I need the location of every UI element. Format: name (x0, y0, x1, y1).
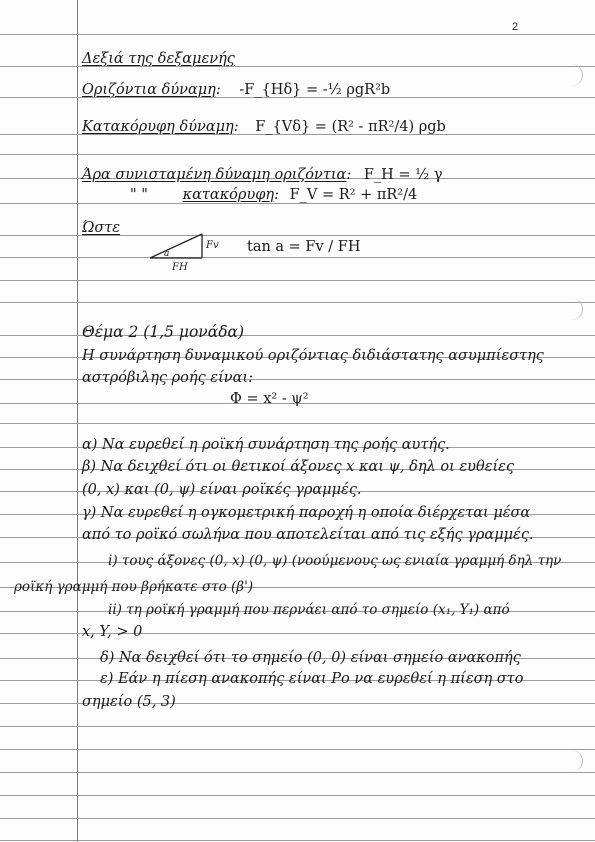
item-c-ii-line-2: x, Y, > 0 (82, 624, 143, 640)
resultant-horizontal-label: Άρα συνισταμένη δύναμη οριζόντια (82, 167, 347, 183)
potential-equation: Φ = x² - ψ² (230, 391, 309, 407)
page-number: 2 (512, 21, 519, 33)
triangle-hypotenuse (150, 234, 202, 258)
ruled-line (0, 818, 595, 819)
ruled-line (0, 795, 595, 796)
ruled-line (0, 749, 595, 750)
horizontal-force-label: Οριζόντια δύναμη (82, 82, 216, 98)
section-heading: Δεξιά της δεξαμενής (82, 51, 235, 67)
item-d: δ) Να δειχθεί ότι το σημείο (0, 0) είναι σημείο ανακοπής (100, 650, 521, 666)
ruled-line (0, 840, 595, 841)
ruled-line (0, 257, 595, 258)
ruled-line (0, 154, 595, 155)
margin-line (77, 0, 78, 842)
ruled-line (0, 726, 595, 727)
therefore-label: Ώστε (82, 220, 121, 236)
ruled-line (0, 772, 595, 773)
item-c-i-line-2: ροϊκή γραμμή που βρήκατε στο (β') (14, 579, 254, 595)
item-a: α) Να ευρεθεί η ροϊκή συνάρτηση της ροής αυτής. (82, 437, 450, 453)
problem-intro-line-1: Η συνάρτηση δυναμικού οριζόντιας διδιάστατης ασυμπίεστης (82, 348, 544, 364)
item-c-ii-line-1: ii) τη ροϊκή γραμμή που περνάει από το σημείο (x₁, Y₁) από (108, 602, 510, 618)
item-c-line-1: γ) Να ευρεθεί η ογκομετρική παροχή η οποία διέρχεται μέσα (82, 505, 531, 521)
vertical-force-line: Κατακόρυφη δύναμη: F_{Vδ} = (R² - πR²/4) ρgb (82, 119, 446, 135)
item-c-line-2: από το ροϊκό σωλήνα που αποτελείται από τις εξής γραμμές. (82, 527, 534, 543)
ditto-marks: " " (130, 187, 148, 203)
item-b-line-2: (0, x) και (0, ψ) είναι ροϊκές γραμμές. (82, 482, 362, 498)
item-e-line-2: σημείο (5, 3) (82, 694, 176, 710)
triangle-angle-label: a (164, 249, 170, 259)
resultant-horizontal-formula: F_H = ½ γ (363, 167, 443, 183)
item-b-line-1: β) Να δειχθεί ότι οι θετικοί άξονες x και ψ, δηλ οι ευθείες (82, 459, 515, 475)
ruled-line (0, 423, 595, 424)
ruled-line (0, 34, 595, 35)
item-c-i-line-1: i) τους άξονες (0, x) (0, ψ) (νοούμενους ως ενιαία γραμμή δηλ την (108, 553, 562, 569)
ruled-line (0, 302, 595, 303)
resultant-vertical-line: " " κατακόρυφη: F_V = R² + πR²/4 (130, 187, 418, 203)
resultant-vertical-label: κατακόρυφη (182, 187, 275, 203)
triangle-fv-label: Fv (206, 240, 219, 251)
item-e-line-1: ε) Εάν η πίεση ανακοπής είναι Ρο να ευρεθεί η πίεση στο (100, 671, 524, 687)
vertical-force-formula: F_{Vδ} = (R² - πR²/4) ρgb (255, 119, 446, 135)
force-triangle-diagram (140, 228, 230, 274)
punch-hole-mark (560, 64, 583, 86)
triangle-fh-label: FH (172, 262, 188, 273)
resultant-horizontal-line: Άρα συνισταμένη δύναμη οριζόντια: F_H = ½ γ (82, 167, 443, 183)
resultant-vertical-formula: F_V = R² + πR²/4 (289, 187, 418, 203)
problem-intro-line-2: αστρόβιλης ροής είναι: (82, 370, 253, 386)
tan-formula: tan a = Fv / FH (247, 239, 361, 255)
problem-title: Θέμα 2 (1,5 μονάδα) (82, 323, 245, 341)
horizontal-force-formula: -F_{Hδ} = -½ ρgR²b (239, 82, 391, 98)
punch-hole-mark (560, 750, 583, 772)
horizontal-force-line: Οριζόντια δύναμη: -F_{Hδ} = -½ ρgR²b (82, 82, 391, 98)
vertical-force-label: Κατακόρυφη δύναμη (82, 119, 234, 135)
punch-hole-mark (560, 298, 583, 320)
ruled-line (0, 280, 595, 281)
